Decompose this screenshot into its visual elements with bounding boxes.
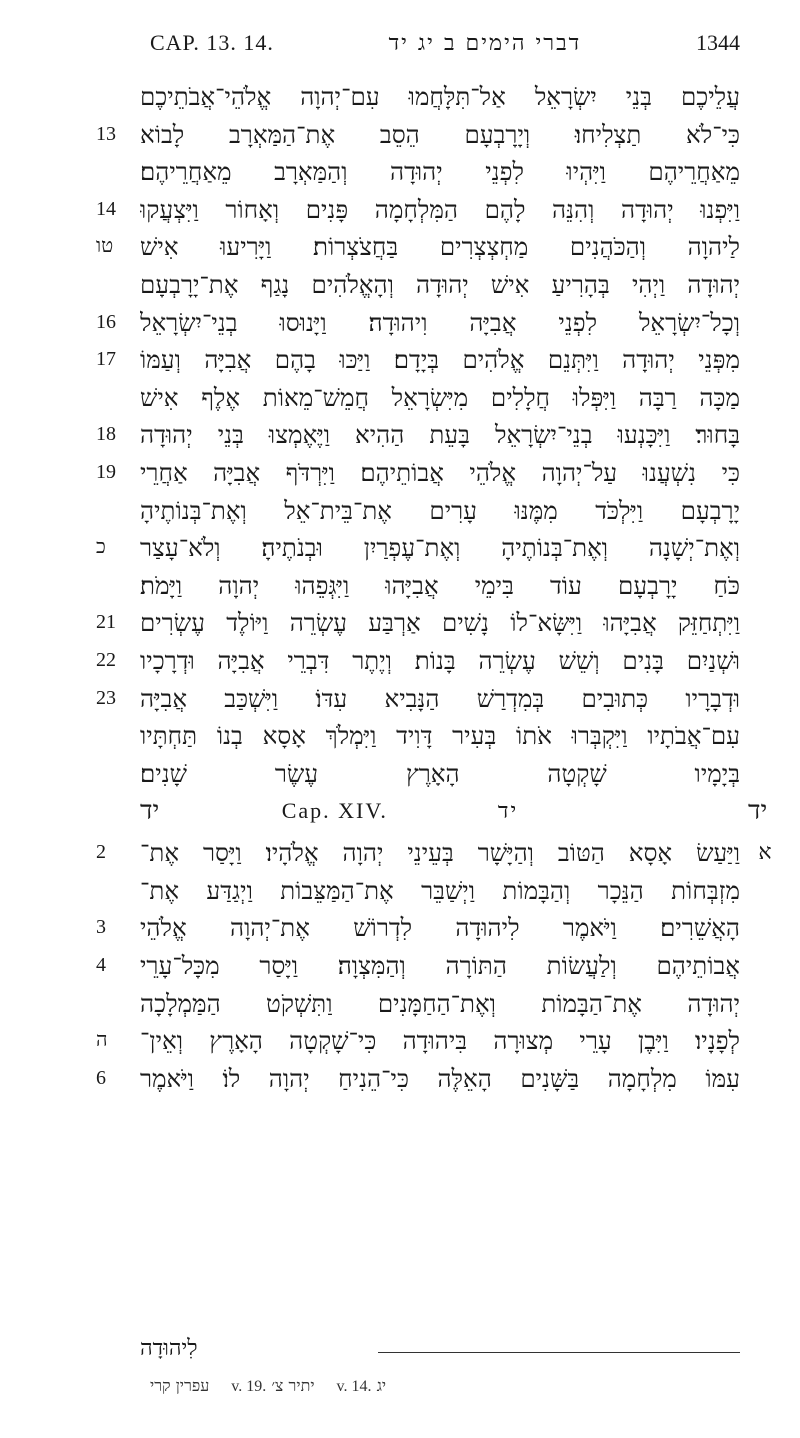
- hebrew-verse-number: [745, 78, 785, 116]
- text-line: [0, 116, 800, 154]
- hebrew-line-text: עֲלֵיכֶם בְּנֵי יִשְׂרָאֵל אַל־תִּלָּחֲמוּ עִם־יְהוָה אֱלֹהֵי־אֲבֹתֵיכֶם: [140, 82, 740, 111]
- hebrew-line-text: הָאֲשֵׁרִים׃ וַיֹּאמֶר לִיהוּדָה לִדְרוֹשׁ אֶת־יְהוָה אֱלֹהֵי: [140, 913, 740, 943]
- verse-number: 19: [96, 460, 116, 483]
- footnotes: [150, 1376, 740, 1400]
- hebrew-line-text: בְּיָמָיו שָׁקְטָה הָאָרֶץ עֶשֶׂר שָׁנִים׃: [140, 758, 740, 788]
- hebrew-verse-number: [745, 228, 785, 266]
- text-line: [0, 454, 800, 492]
- hebrew-line-text: אֲבוֹתֵיהֶם וְלַעֲשׂוֹת הַתּוֹרָה וְהַמִּצְוָה׃ וַיָּסַר מִכָּל־עָרֵי: [140, 951, 740, 981]
- footnote-text: עפרין קרי: [150, 1376, 210, 1395]
- text-line: [0, 567, 800, 605]
- verse-number: 18: [96, 423, 116, 446]
- hebrew-line-text: מֵאַחֲרֵיהֶם וַיִּהְיוּ לִפְנֵי יְהוּדָה וְהַמַּאְרָב מֵאַחֲרֵיהֶם׃: [140, 157, 740, 187]
- hebrew-line-text: וּדְבָרָיו כְּתוּבִים בְּמִדְרַשׁ הַנָּבִיא עִדּוֹ׃ וַיִּשְׁכַּב אֲבִיָּה: [140, 683, 740, 713]
- hebrew-verse-number: [745, 1060, 785, 1098]
- hebrew-verse-number: [745, 304, 785, 342]
- text-line: [0, 909, 800, 947]
- verse-number: ה: [96, 1029, 108, 1052]
- verse-number: [96, 78, 132, 116]
- text-line: [0, 755, 800, 793]
- verse-number: [96, 755, 132, 793]
- hebrew-text-body: [0, 78, 800, 1097]
- hebrew-verse-number: [745, 454, 785, 492]
- hebrew-verse-number: [745, 266, 785, 304]
- footnote: [150, 1376, 209, 1400]
- verse-number: [96, 567, 132, 605]
- text-line: [0, 680, 800, 718]
- hebrew-verse-number: [745, 116, 785, 154]
- verse-number: 16: [96, 310, 116, 333]
- verse-number: [96, 379, 132, 417]
- text-line: [0, 416, 800, 454]
- catchword: לִיהוּדָה: [140, 1336, 198, 1361]
- hebrew-line-text: מִפְּנֵי יְהוּדָה וַיִּתְּנֵם אֱלֹהִים בְּיָדָם׃ וַיַּכּוּ בָהֶם אֲבִיָּה וְעַמּוֹ: [140, 345, 740, 375]
- running-header: [150, 26, 740, 60]
- hebrew-line-text: מִזְבְּחוֹת הַנֵּכָר וְהַבָּמוֹת וַיְשַׁבֵּר אֶת־הַמַּצֵּבוֹת וַיְגַדַּע אֶת־: [140, 875, 740, 905]
- hebrew-verse-number: [745, 985, 785, 1023]
- hebrew-verse-number: [745, 755, 785, 793]
- hebrew-line-text: יְהוּדָה וַיְהִי בְּהָרִיעַ אִישׁ יְהוּדָה וְהָאֱלֹהִים נָגַף אֶת־יָרָבְעָם: [140, 269, 740, 299]
- verse-number: 2: [96, 841, 106, 864]
- hebrew-line-text: עִם־אֲבֹתָיו וַיִּקְבְּרוּ אֹתוֹ בְּעִיר דָּוִיד וַיִּמְלֹךְ אָסָא בְנוֹ תַּחְתָּיו: [140, 721, 740, 751]
- hebrew-line-text: כִּי־לֹא תַצְלִיחוּ׃ וְיָרָבְעָם הֵסֵב אֶת־הַמַּאְרָב לָבוֹא: [140, 119, 740, 149]
- text-line: [0, 872, 800, 910]
- hebrew-verse-number: [745, 416, 785, 454]
- verse-number: 13: [96, 122, 116, 145]
- hebrew-verse-number: [745, 153, 785, 191]
- hebrew-verse-number: [745, 1022, 785, 1060]
- hebrew-line-text: כֹּחַ יָרָבְעָם עוֹד בִּימֵי אֲבִיָּהוּ וַיִּגְּפֵהוּ יְהוָה וַיָּמֹת׃: [140, 570, 740, 600]
- verse-number: [96, 492, 132, 530]
- header-book-title: דברי הימים ב יג יד: [388, 31, 582, 56]
- hebrew-verse-number: [745, 379, 785, 417]
- footnote-text: יג: [376, 1376, 387, 1395]
- text-line: [0, 379, 800, 417]
- text-line: [0, 1060, 800, 1098]
- chapter-hebrew-left: יד: [140, 796, 160, 827]
- text-line: [0, 604, 800, 642]
- verse-number: 22: [96, 648, 116, 671]
- verse-number: [96, 872, 132, 910]
- footnote: [231, 1376, 314, 1400]
- footnote-verse-label: v. 14.: [336, 1378, 372, 1395]
- hebrew-verse-number: א: [758, 840, 772, 866]
- verse-number: טו: [96, 235, 114, 258]
- hebrew-line-text: עִמּוֹ מִלְחָמָה בַּשָּׁנִים הָאֵלֶּה כִּי־הֵנִיחַ יְהוָה לוֹ׃ וַיֹּאמֶר: [140, 1063, 740, 1093]
- hebrew-line-text: יְהוּדָה אֶת־הַבָּמוֹת וְאֶת־הַחַמָּנִים וַתִּשְׁקֹט הַמַּמְלָכָה: [140, 988, 740, 1018]
- text-line: [0, 985, 800, 1023]
- text-line: [0, 529, 800, 567]
- verse-number: [96, 717, 132, 755]
- hebrew-line-text: לַיהוָה וְהַכֹּהֲנִים מַחְצְצְרִים בַּחֲצֹצְרוֹת׃ וַיָּרִיעוּ אִישׁ: [140, 232, 740, 262]
- text-line: [0, 834, 800, 872]
- hebrew-line-text: וְכָל־יִשְׂרָאֵל לִפְנֵי אֲבִיָּה וִיהוּדָה׃ וַיָּנוּסוּ בְנֵי־יִשְׂרָאֵל: [140, 307, 740, 337]
- verse-number: 17: [96, 348, 116, 371]
- chapter-label: Cap. XIV.: [281, 798, 388, 824]
- text-line: [0, 642, 800, 680]
- hebrew-verse-number: [745, 567, 785, 605]
- text-line: [0, 1022, 800, 1060]
- hebrew-verse-number: [745, 680, 785, 718]
- footnote-rule: [378, 1352, 740, 1353]
- chapter-heading: [0, 792, 800, 834]
- text-line: [0, 341, 800, 379]
- verse-number: [96, 266, 132, 304]
- text-line: [0, 492, 800, 530]
- text-line: [0, 947, 800, 985]
- text-line: [0, 228, 800, 266]
- hebrew-verse-number: [745, 341, 785, 379]
- hebrew-verse-number: [745, 947, 785, 985]
- verse-number: [96, 153, 132, 191]
- verse-number: 14: [96, 197, 116, 220]
- footnote: [337, 1376, 387, 1400]
- verse-number: 6: [96, 1066, 106, 1089]
- text-line: [0, 153, 800, 191]
- chapter-title: [0, 796, 800, 827]
- hebrew-line-text: יָרָבְעָם וַיִּלְכֹּד מִמֶּנּוּ עָרִים אֶת־בֵּית־אֵל וְאֶת־בְּנוֹתֶיהָ: [140, 495, 740, 525]
- hebrew-verse-number: [745, 872, 785, 910]
- hebrew-verse-number: [745, 492, 785, 530]
- text-line: [0, 191, 800, 229]
- hebrew-line-text: לְפָנָיו׃ וַיִּבֶן עָרֵי מְצוּרָה בִּיהוּדָה כִּי־שָׁקְטָה הָאָרֶץ וְאֵין־: [140, 1026, 740, 1056]
- hebrew-verse-number: [745, 642, 785, 680]
- hebrew-line-text: בָּחוּר׃ וַיִּכָּנְעוּ בְנֵי־יִשְׂרָאֵל בָּעֵת הַהִיא וַיֶּאֶמְצוּ בְּנֵי יְהוּדָה: [140, 420, 740, 450]
- text-line: [0, 304, 800, 342]
- hebrew-line-text: וַיִּפְנוּ יְהוּדָה וְהִנֵּה לָהֶם הַמִּלְחָמָה פָּנִים וְאָחוֹר וַיִּצְעֲקוּ: [140, 194, 740, 224]
- verse-number: 3: [96, 916, 106, 939]
- hebrew-verse-number: [745, 717, 785, 755]
- chapter-hebrew-right: יד: [748, 796, 768, 827]
- text-line: [0, 266, 800, 304]
- footnote-verse-label: v. 19.: [231, 1378, 267, 1395]
- hebrew-line-text: וְאֶת־יְשָׁנָה וְאֶת־בְּנוֹתֶיהָ וְאֶת־עֶפְרַיִן וּבְנֹתֶיהָ׃ וְלֹא־עָצַר: [140, 533, 740, 563]
- verse-number: 4: [96, 954, 106, 977]
- footnote-text: יתיר צ׳: [271, 1376, 315, 1395]
- hebrew-verse-number: [745, 604, 785, 642]
- hebrew-line-text: וַיַּעַשׂ אָסָא הַטּוֹב וְהַיָּשָׁר בְּעֵינֵי יְהוָה אֱלֹהָיו׃ וַיָּסַר אֶת־: [140, 838, 740, 868]
- hebrew-verse-number: [745, 191, 785, 229]
- hebrew-line-text: וּשְׁנַיִם בָּנִים וְשֵׁשׁ עֶשְׂרֵה בָּנוֹת׃ וְיֶתֶר דִּבְרֵי אֲבִיָּה וּדְרָכָיו: [140, 645, 740, 675]
- page-number: 1344: [695, 30, 740, 55]
- header-chapter-ref: CAP. 13. 14.: [150, 30, 274, 55]
- verse-number: כ: [96, 536, 106, 559]
- hebrew-line-text: כִּי נִשְׁעֲנוּ עַל־יְהוָה אֱלֹהֵי אֲבוֹתֵיהֶם׃ וַיִּרְדֹּף אֲבִיָּה אַחֲרֵי: [140, 457, 740, 487]
- text-line: [0, 717, 800, 755]
- hebrew-verse-number: [745, 909, 785, 947]
- verse-number: 23: [96, 686, 116, 709]
- chapter-hebrew-center: יד: [497, 799, 519, 825]
- hebrew-line-text: מַכָּה רַבָּה וַיִּפְּלוּ חֲלָלִים מִיִּשְׂרָאֵל חֲמֵשׁ־מֵאוֹת אֶלֶף אִישׁ: [140, 382, 740, 412]
- verse-number: 21: [96, 611, 116, 634]
- verse-number: [96, 985, 132, 1023]
- hebrew-verse-number: [745, 529, 785, 567]
- hebrew-line-text: וַיִּתְחַזֵּק אֲבִיָּהוּ וַיִּשָּׂא־לוֹ נָשִׁים אַרְבַּע עֶשְׂרֵה וַיּוֹלֶד עֶשְׂרִים: [140, 608, 740, 638]
- text-line: [0, 78, 800, 116]
